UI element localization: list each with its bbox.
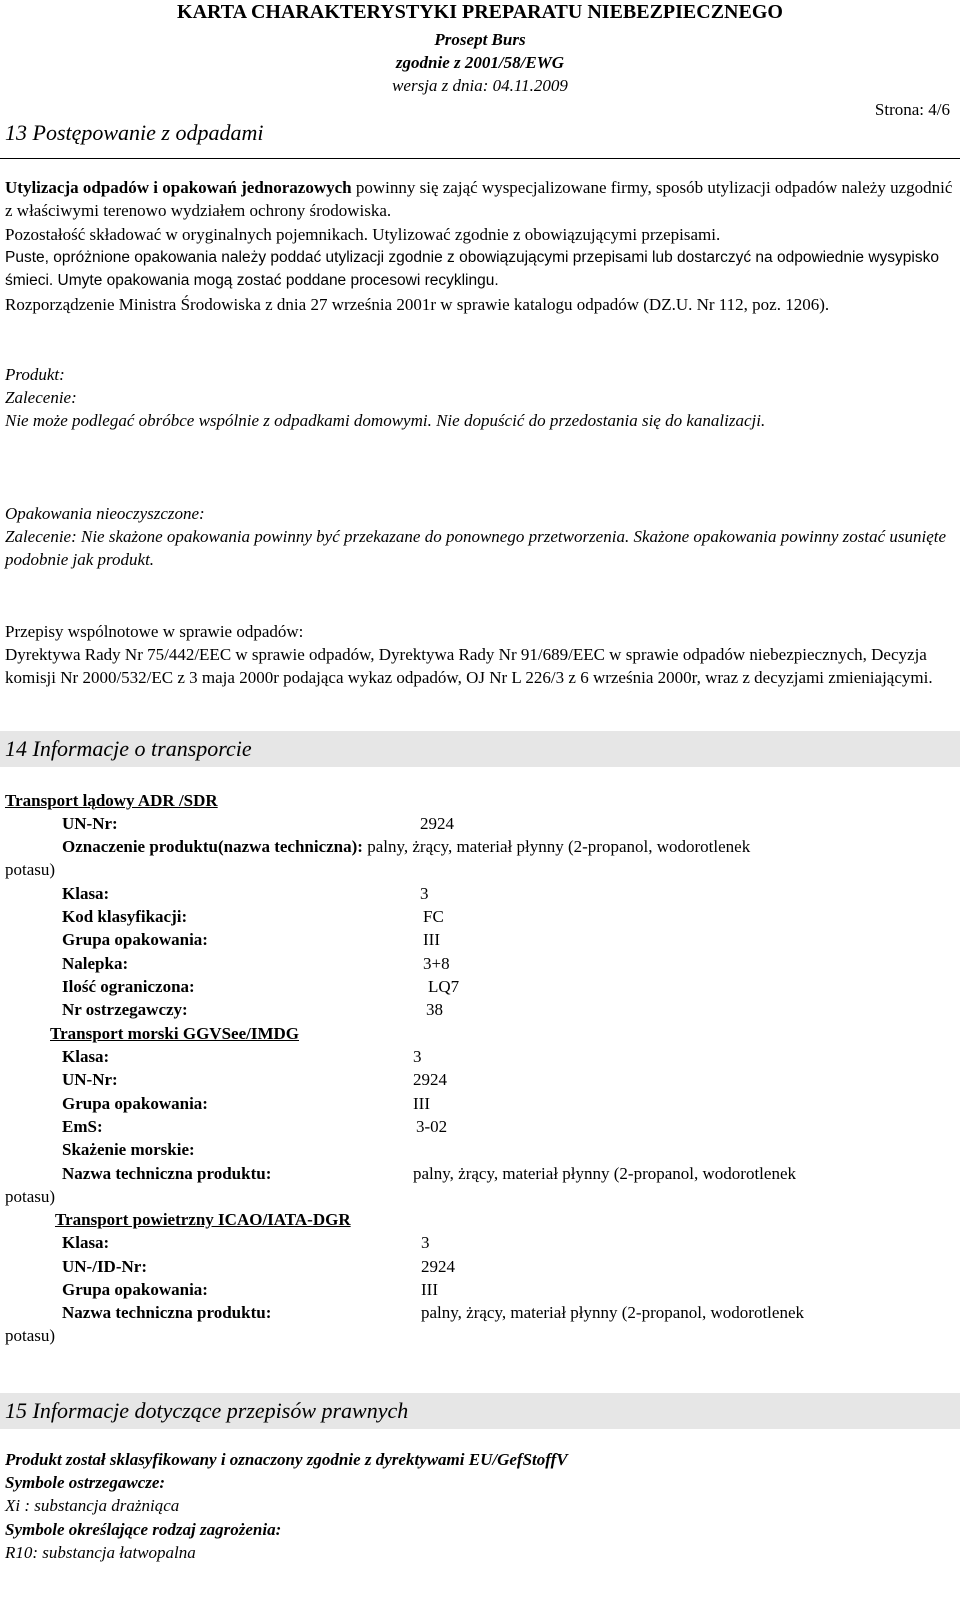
imdg-group-label: Grupa opakowania:	[62, 1094, 208, 1113]
warning-symbols-label: Symbole ostrzegawcze:	[5, 1473, 166, 1492]
product-name: Prosept Burs	[434, 30, 526, 49]
adr-limited-value: LQ7	[428, 977, 460, 996]
imdg-name-label: Nazwa techniczna produktu:	[62, 1164, 272, 1183]
uncleaned-packaging-label: Opakowania nieoczyszczone:	[5, 504, 205, 523]
icao-group-label: Grupa opakowania:	[62, 1280, 208, 1299]
adr-designation	[62, 837, 750, 857]
adr-un-value: 2924	[420, 814, 454, 833]
packaging-recommendation: Nie skażone opakowania powinny być przekazane do ponownego przetworzenia. Skażone opakowania powinny zostać usunięte podobnie jak produkt.	[5, 527, 947, 569]
regulation-reference: zgodnie z 2001/58/EWG	[395, 53, 565, 72]
page-number: Strona: 4/6	[874, 100, 950, 119]
imdg-name-cont: potasu)	[5, 1187, 56, 1206]
icao-heading: Transport powietrzny ICAO/IATA-DGR	[55, 1210, 351, 1229]
adr-hazard-no-label: Nr ostrzegawczy:	[62, 1000, 188, 1019]
regulation-paragraph: Rozporządzenie Ministra Środowiska z dnia 27 września 2001r w sprawie katalogu odpadów (DZ.U. Nr 112, poz. 1206).	[5, 295, 830, 314]
imdg-marine-label: Skażenie morskie:	[62, 1140, 195, 1159]
icao-name-cont: potasu)	[5, 1326, 56, 1345]
adr-label-value: 3+8	[423, 954, 450, 973]
document-title: KARTA CHARAKTERYSTYKI PREPARATU NIEBEZPIECZNEGO	[177, 1, 783, 23]
adr-designation-cont: potasu)	[5, 860, 56, 879]
adr-un-label: UN-Nr:	[62, 814, 118, 833]
icao-un-label: UN-/ID-Nr:	[62, 1257, 147, 1276]
icao-un-value: 2924	[421, 1257, 455, 1276]
icao-group-value: III	[421, 1280, 438, 1299]
imdg-un-value: 2924	[413, 1070, 447, 1089]
adr-class-value: 3	[420, 884, 429, 903]
section-divider	[0, 158, 960, 159]
imdg-heading: Transport morski GGVSee/IMDG	[50, 1024, 300, 1043]
classification-statement: Produkt został sklasyfikowany i oznaczony zgodnie z dyrektywami EU/GefStoffV	[5, 1450, 568, 1469]
adr-limited-label: Ilość ograniczona:	[62, 977, 195, 996]
product-recommendation-text: Nie może podlegać obróbce wspólnie z odpadkami domowymi. Nie dopuścić do przedostania się do kanalizacji.	[5, 411, 766, 430]
imdg-ems-label: EmS:	[62, 1117, 103, 1136]
adr-code-label: Kod klasyfikacji:	[62, 907, 188, 926]
hazard-symbols-label: Symbole określające rodzaj zagrożenia:	[5, 1520, 282, 1539]
adr-group-label: Grupa opakowania:	[62, 930, 208, 949]
section-13-title: 13 Postępowanie z odpadami	[5, 120, 264, 145]
hazard-r10: R10: substancja łatwopalna	[5, 1543, 196, 1562]
icao-class-value: 3	[421, 1233, 430, 1252]
residue-paragraph: Pozostałość składować w oryginalnych pojemnikach. Utylizować zgodnie z obowiązującymi przepisami.	[5, 225, 721, 244]
adr-hazard-no-value: 38	[426, 1000, 443, 1019]
community-regulations-text: Dyrektywa Rady Nr 75/442/EEC w sprawie odpadów, Dyrektywa Rady Nr 91/689/EEC w sprawie odpadów niebezpiecznych, Decyzja komisji Nr 2000/532/EC z 3 maja 2000r podająca wykaz odpadów, OJ Nr L 226/3 z 6 września 2000r, wraz z decyzjami zmieniającymi.	[5, 645, 933, 687]
imdg-ems-value: 3-02	[416, 1117, 448, 1136]
imdg-class-value: 3	[413, 1047, 422, 1066]
imdg-un-label: UN-Nr:	[62, 1070, 118, 1089]
disposal-rest: powinny się zająć wyspecjalizowane firmy, sposób utylizacji odpadów należy uzgodnić z właściwymi terenowo wydziałem ochrony środowiska.	[5, 178, 953, 220]
section-14-title: 14 Informacje o transporcie	[5, 736, 252, 761]
imdg-class-label: Klasa:	[62, 1047, 110, 1066]
warning-symbol-xi: Xi : substancja drażniąca	[5, 1496, 180, 1515]
adr-group-value: III	[423, 930, 440, 949]
adr-designation-value: palny, żrący, materiał płynny (2-propanol, wodorotlenek	[362, 837, 751, 856]
icao-class-label: Klasa:	[62, 1233, 110, 1252]
recommendation-label: Zalecenie:	[5, 388, 77, 407]
imdg-group-value: III	[413, 1094, 430, 1113]
community-regulations-title: Przepisy wspólnotowe w sprawie odpadów:	[5, 622, 304, 641]
empty-packaging-paragraph: Puste, opróżnione opakowania należy poddać utylizacji zgodnie z obowiązującymi przepisami lub dostarczyć na odpowiednie wysypisko śmieci. Umyte opakowania mogą zostać poddane procesowi recyklingu.	[5, 249, 939, 289]
adr-heading: Transport lądowy ADR /SDR	[5, 791, 218, 810]
adr-designation-label: Oznaczenie produktu(nazwa techniczna):	[62, 837, 363, 856]
imdg-name-value: palny, żrący, materiał płynny (2-propanol, wodorotlenek	[413, 1164, 796, 1183]
adr-code-value: FC	[423, 907, 444, 926]
recommendation-label-2: Zalecenie:	[5, 527, 77, 546]
icao-name-value: palny, żrący, materiał płynny (2-propanol, wodorotlenek	[421, 1303, 804, 1322]
section-15-title: 15 Informacje dotyczące przepisów prawnych	[5, 1398, 409, 1423]
adr-label-label: Nalepka:	[62, 954, 129, 973]
adr-class-label: Klasa:	[62, 884, 110, 903]
version-date: wersja z dnia: 04.11.2009	[392, 76, 568, 95]
uncleaned-packaging-text	[5, 525, 955, 571]
disposal-paragraph	[5, 176, 955, 222]
product-label: Produkt:	[5, 365, 65, 384]
disposal-bold: Utylizacja odpadów i opakowań jednorazowych	[5, 178, 352, 197]
icao-name-label: Nazwa techniczna produktu:	[62, 1303, 272, 1322]
